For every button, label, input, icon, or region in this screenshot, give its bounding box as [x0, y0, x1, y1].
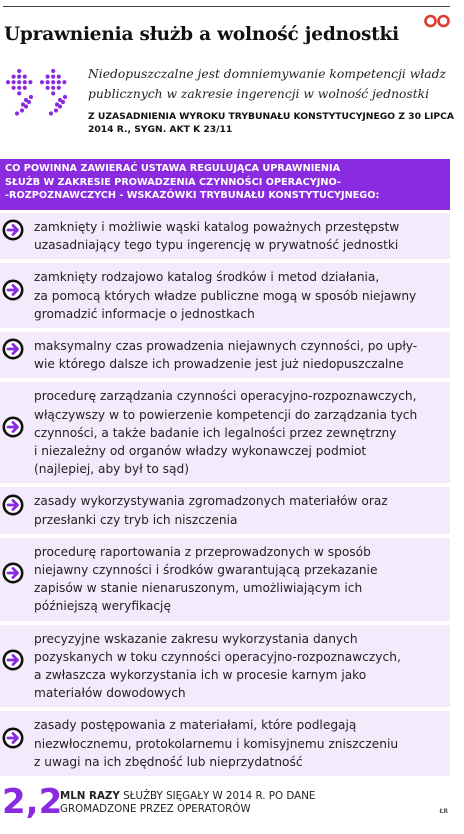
arrow-right-circle-icon	[2, 219, 24, 241]
quote-dot	[46, 80, 50, 84]
page-title: Uprawnienia służb a wolność jednostki	[4, 24, 399, 45]
quote-dot	[58, 98, 62, 102]
infinity-logo-icon	[423, 14, 451, 28]
quote-dot	[63, 95, 67, 99]
quote-dot	[6, 80, 10, 84]
section-banner	[0, 159, 450, 210]
statistic	[2, 784, 442, 824]
quote-dot	[57, 86, 61, 90]
stat-number: 2,2	[2, 782, 63, 822]
arrow-right-circle-icon	[2, 279, 24, 301]
list-item	[0, 625, 450, 708]
quote-dot	[51, 69, 55, 73]
stat-line2: GROMADZONE PRZEZ OPERATORÓW	[60, 803, 251, 815]
quote-dot	[17, 86, 21, 90]
quote-dot	[15, 111, 19, 115]
quote-dot	[29, 95, 33, 99]
arrow-right-circle-icon	[2, 416, 24, 438]
list-item-text: zasady postępowania z materiałami, które podlegają niezwłocznemu, protokolarnemu i komisyjnemu zniszczeniu z uwagi na ich zbędność lub nieprzydatność	[34, 718, 399, 769]
quote-dot	[40, 80, 44, 84]
quote-dot	[51, 91, 55, 95]
author-credit: ŁR	[439, 808, 448, 815]
list-item-text: zasady wykorzystywania zgromadzonych materiałów oraz przesłanki czy tryb ich niszczenia	[34, 494, 388, 527]
quote-dot	[51, 75, 55, 79]
quote-dot	[46, 86, 50, 90]
quote-dot	[57, 75, 61, 79]
quote-dot	[23, 86, 27, 90]
quote-dot	[12, 75, 16, 79]
list-item	[0, 711, 450, 776]
list-item-text: precyzyjne wskazanie zakresu wykorzystania danych pozyskanych w toku czynności operacyjno-rozpoznawczych, a zwłaszcza wykorzystania ich w procesie karnym jako materiałów dowodowych	[34, 631, 401, 701]
quote-dot	[17, 75, 21, 79]
arrow-right-circle-icon	[2, 494, 24, 516]
list-item	[0, 263, 450, 328]
arrow-right-circle-icon	[2, 338, 24, 360]
quote-dot	[12, 80, 16, 84]
quote-dot	[49, 111, 53, 115]
banner-text: CO POWINNA ZAWIERAĆ USTAWA REGULUJĄCA UPRAWNIENIA SŁUŻB W ZAKRESIE PROWADZENIA CZYNNOŚCI OPERACYJNO- -ROZPOZNAWCZYCH - WSKAZÓWKI TRYBUNAŁU KONSTYTUCYJNEGO:	[5, 163, 380, 201]
list-item-text: zamknięty rodzajowo katalog środków i metod działania, za pomocą których władze publiczne mogą w sposób niejawny gromadzić informacje o jednostkach	[34, 270, 417, 321]
quote-dot	[55, 102, 59, 106]
quote-dot	[23, 75, 27, 79]
stat-emphasis: MLN RAZY	[60, 790, 120, 802]
quote-dot	[28, 80, 32, 84]
top-rule	[3, 6, 450, 7]
quote-dot	[62, 80, 66, 84]
stat-caption	[60, 790, 315, 816]
quote-dot	[51, 86, 55, 90]
quote-dot	[17, 91, 21, 95]
stat-line1: SŁUŻBY SIĘGAŁY W 2014 R. PO DANE	[119, 790, 316, 802]
quote-dot	[54, 108, 58, 112]
quote-source: Z UZASADNIENIA WYROKU TRYBUNAŁU KONSTYTUCYJNEGO Z 30 LIPCA 2014 R., SYGN. AKT K 23/11	[88, 111, 455, 135]
arrow-right-circle-icon	[2, 649, 24, 671]
list-item	[0, 382, 450, 483]
list-item-text: zamknięty i możliwie wąski katalog poważnych przestępstw uzasadniający tego typu ingerencję w prywatność jednostki	[34, 220, 400, 253]
list-item	[0, 213, 450, 259]
quote-dot	[24, 98, 28, 102]
quote-dot	[23, 80, 27, 84]
list-item-text: maksymalny czas prowadzenia niejawnych czynności, po upły- wie którego dalsze ich prowadzenie jest już niedopuszczalne	[34, 339, 418, 372]
quote-mark-icon	[2, 67, 72, 117]
quote-dot	[17, 69, 21, 73]
list-item-text: procedurę zarządzania czynności operacyjno-rozpoznawczych, włączywszy w to powierzenie kompetencji do zarządzania tych czynności, a także badanie ich legalności przez zewnętrzny i niezależny od organów władzy wykonawczej podmiot (najlepiej, aby był to sąd)	[34, 389, 418, 477]
list-item-text: procedurę raportowania z przeprowadzonych w sposób niejawny czynności i środków gwarantującą przekazanie zapisów w stanie nienaruszonym, umożliwiającym ich późniejszą weryfikację	[34, 544, 378, 614]
quote-dot	[20, 108, 24, 112]
list-item	[0, 332, 450, 378]
arrow-right-circle-icon	[2, 727, 24, 749]
quote-dot	[57, 80, 61, 84]
quote-dot	[21, 102, 25, 106]
list-item	[0, 487, 450, 533]
quote-dot	[17, 80, 21, 84]
list-item	[0, 538, 450, 621]
guideline-list	[0, 210, 450, 776]
quote-dot	[46, 75, 50, 79]
quote-dot	[51, 80, 55, 84]
arrow-right-circle-icon	[2, 562, 24, 584]
quote-text: Niedopuszczalne jest domniemywanie kompetencji władz publicznych w zakresie ingerencji w wolność jednostki	[88, 67, 446, 101]
quote-dot	[12, 86, 16, 90]
